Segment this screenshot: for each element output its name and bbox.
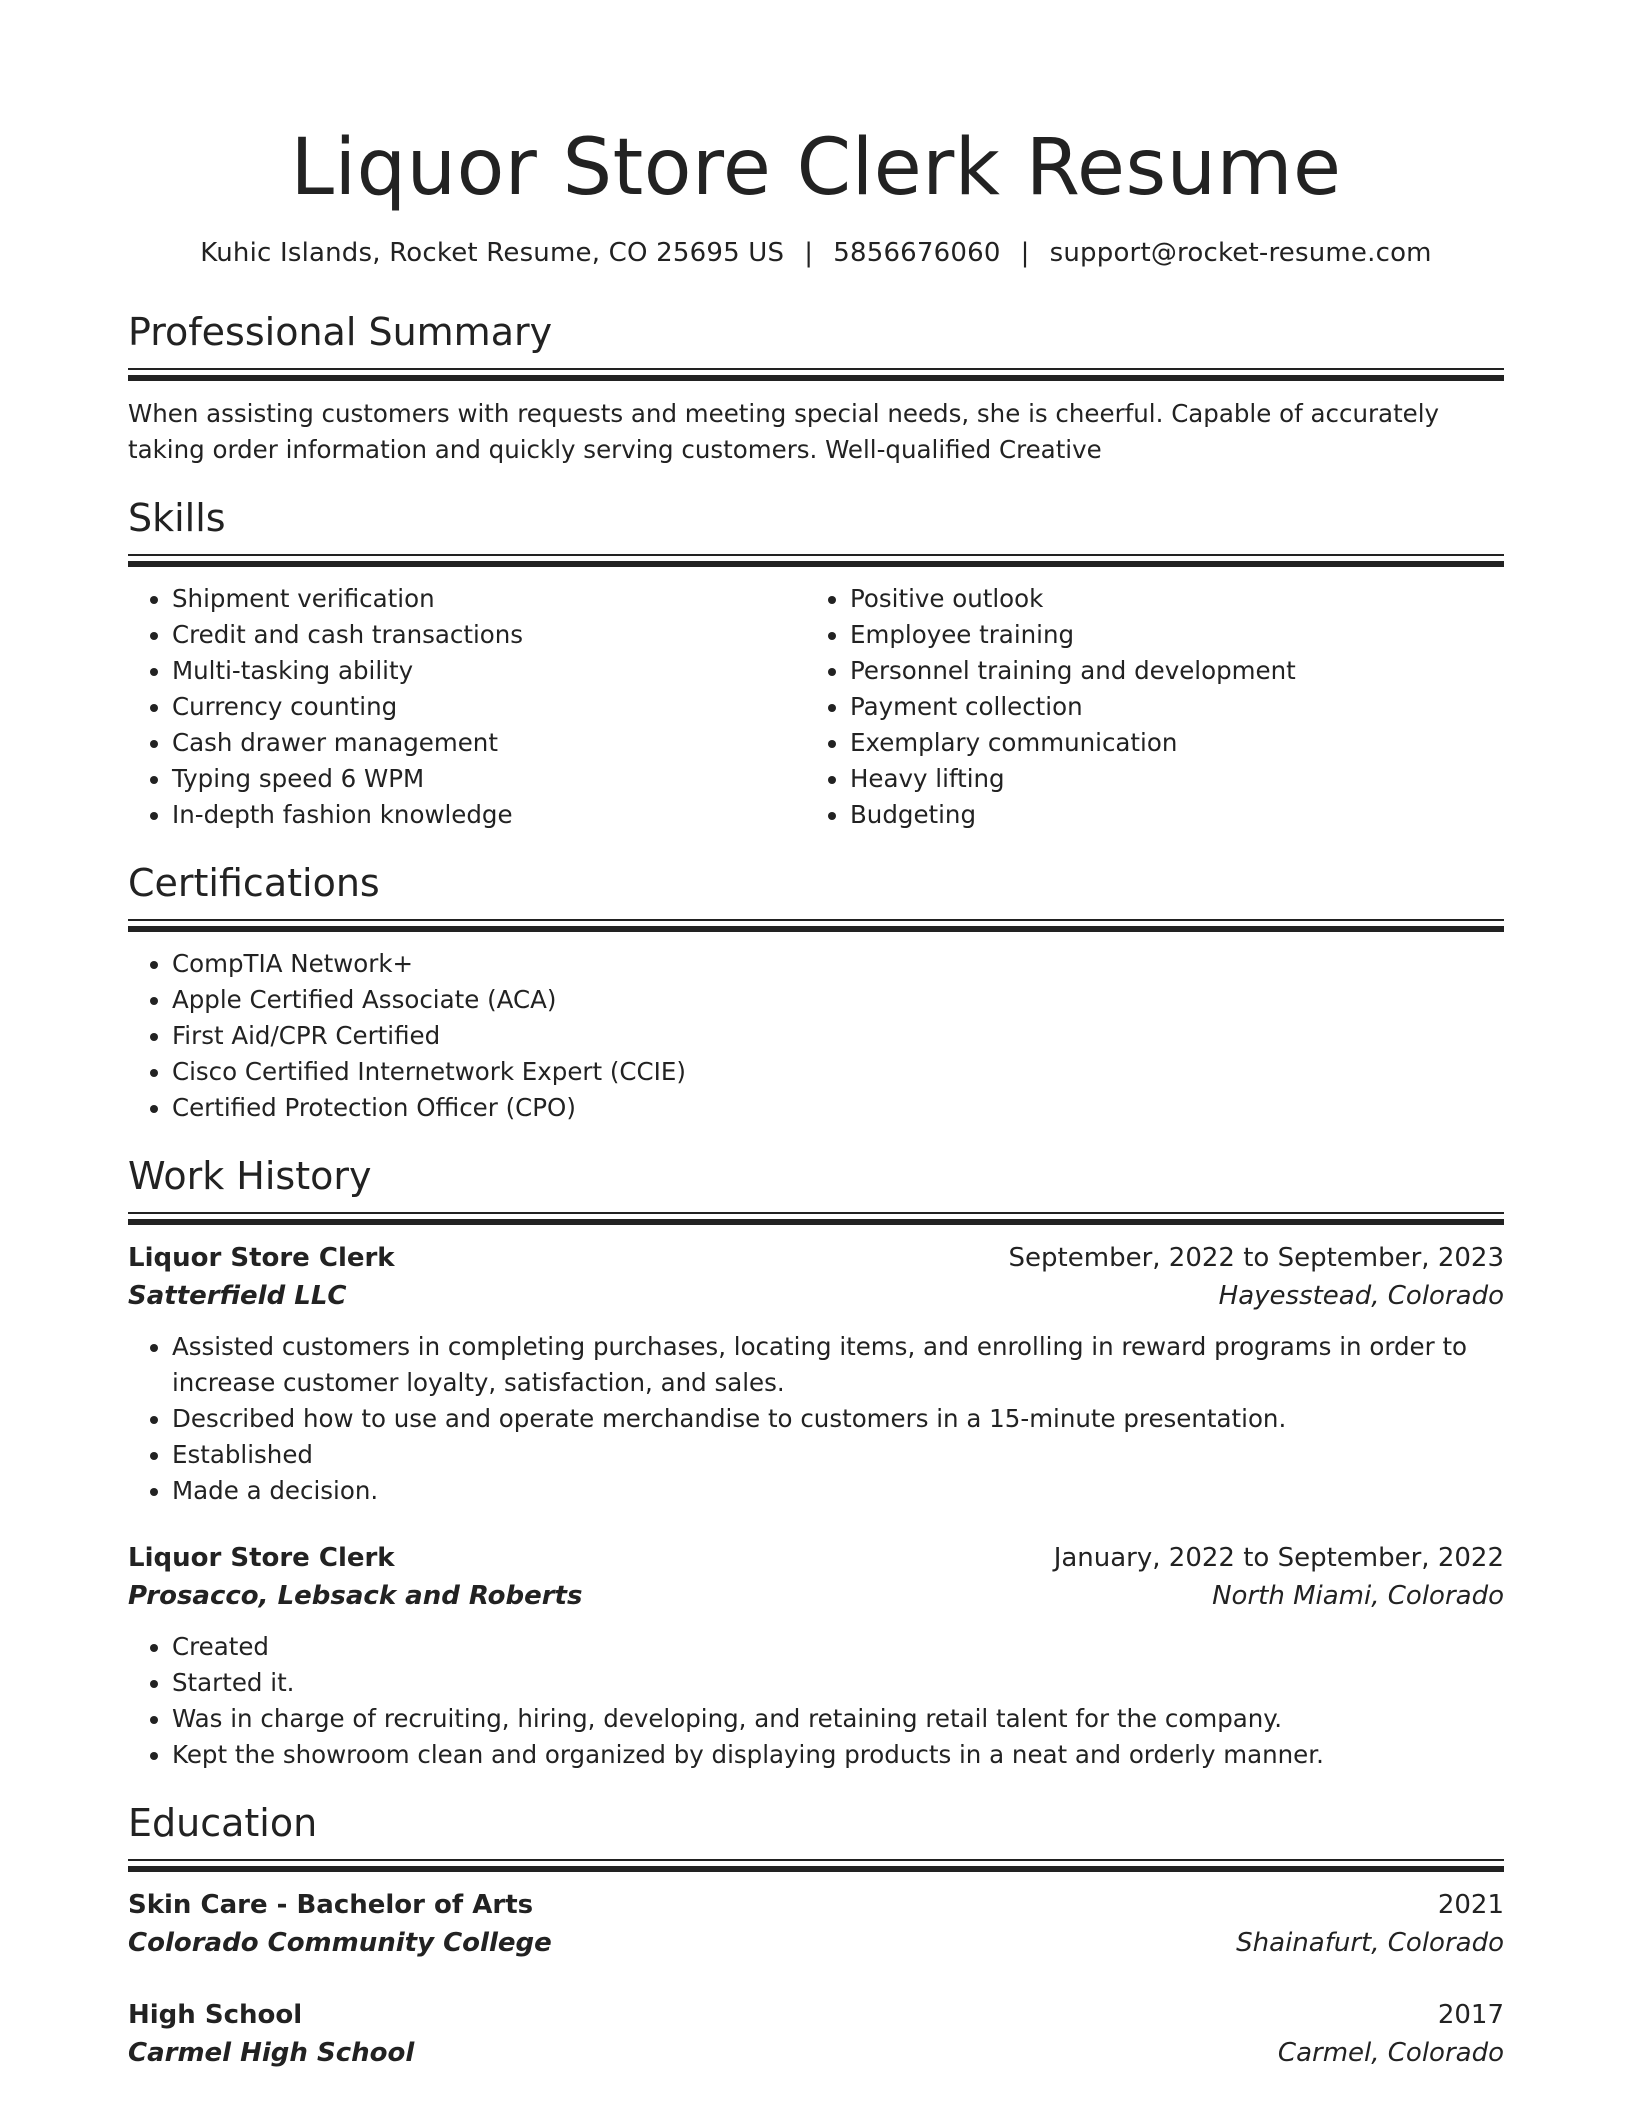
certification-item: • Cisco Certified Internetwork Expert (CCIE) [172, 1054, 1504, 1090]
skill-item: • Cash drawer management [172, 725, 806, 761]
contact-email: support@rocket-resume.com [1049, 238, 1432, 268]
section-heading: Skills [128, 496, 226, 540]
section-divider [128, 1212, 1504, 1225]
skill-item: • Personnel training and development [850, 653, 1484, 689]
skill-item: • In-depth fashion knowledge [172, 797, 806, 833]
education-school: Colorado Community College [128, 1928, 552, 1958]
section-heading: Professional Summary [128, 310, 553, 354]
job-bullet: • Kept the showroom clean and organized by displaying products in a neat and orderly manner. [172, 1737, 1504, 1773]
job-bullet: • Described how to use and operate merchandise to customers in a 15-minute presentation. [172, 1401, 1504, 1437]
education-location: Carmel, Colorado [1277, 2038, 1504, 2068]
certification-item: • Apple Certified Associate (ACA) [172, 982, 1504, 1018]
section-professional-summary [128, 308, 1504, 468]
skill-item: • Positive outlook [850, 581, 1484, 617]
job-bullet: • Created [172, 1629, 1504, 1665]
certification-item: • First Aid/CPR Certified [172, 1018, 1504, 1054]
skills-list-right [806, 581, 1484, 833]
job-entry [128, 1239, 1504, 1509]
skill-item: • Exemplary communication [850, 725, 1484, 761]
job-header [128, 1539, 1504, 1577]
skill-item: • Heavy lifting [850, 761, 1484, 797]
skill-item: • Shipment verification [172, 581, 806, 617]
contact-line [128, 236, 1504, 270]
job-company: Satterfield LLC [128, 1281, 347, 1311]
job-location: Hayesstead, Colorado [1218, 1281, 1504, 1311]
job-dates: January, 2022 to September, 2022 [1053, 1543, 1504, 1573]
contact-address: Kuhic Islands, Rocket Resume, CO 25695 US [200, 238, 785, 268]
job-subheader [128, 1577, 1504, 1615]
contact-separator: | [804, 238, 814, 268]
education-year: 2021 [1437, 1890, 1504, 1920]
skill-item: • Employee training [850, 617, 1484, 653]
skill-item: • Payment collection [850, 689, 1484, 725]
education-subheader [128, 1924, 1504, 1962]
education-degree: Skin Care - Bachelor of Arts [128, 1890, 534, 1920]
section-divider [128, 1859, 1504, 1872]
job-subheader [128, 1277, 1504, 1315]
section-heading: Education [128, 1801, 318, 1845]
education-entry [128, 1886, 1504, 1962]
education-location: Shainafurt, Colorado [1236, 1928, 1504, 1958]
skill-item: • Multi-tasking ability [172, 653, 806, 689]
job-header [128, 1239, 1504, 1277]
education-subheader [128, 2034, 1504, 2072]
job-bullet: • Was in charge of recruiting, hiring, developing, and retaining retail talent for the company. [172, 1701, 1504, 1737]
skills-list-left [128, 581, 806, 833]
education-year: 2017 [1437, 2000, 1504, 2030]
education-degree: High School [128, 2000, 303, 2030]
job-bullets [128, 1329, 1504, 1509]
education-header [128, 1886, 1504, 1924]
job-bullet: • Made a decision. [172, 1473, 1504, 1509]
education-header [128, 1996, 1504, 2034]
contact-separator: | [1020, 238, 1030, 268]
certification-item: • Certified Protection Officer (CPO) [172, 1090, 1504, 1126]
resume-title: Liquor Store Clerk Resume [290, 123, 1342, 213]
section-heading: Certifications [128, 861, 380, 905]
job-bullet: • Started it. [172, 1665, 1504, 1701]
skills-grid [128, 581, 1504, 833]
job-title: Liquor Store Clerk [128, 1543, 395, 1573]
section-skills [128, 494, 1504, 833]
education-school: Carmel High School [128, 2038, 415, 2068]
job-bullets [128, 1629, 1504, 1773]
certification-item: • CompTIA Network+ [172, 946, 1504, 982]
job-company: Prosacco, Lebsack and Roberts [128, 1581, 583, 1611]
section-heading: Work History [128, 1154, 372, 1198]
section-work-history [128, 1152, 1504, 1773]
section-divider [128, 368, 1504, 381]
job-bullet: • Assisted customers in completing purchases, locating items, and enrolling in reward programs in order to increase customer loyalty, satisfaction, and sales. [172, 1329, 1504, 1401]
job-dates: September, 2022 to September, 2023 [1008, 1243, 1504, 1273]
skill-item: • Typing speed 6 WPM [172, 761, 806, 797]
skill-item: • Budgeting [850, 797, 1484, 833]
skill-item: • Credit and cash transactions [172, 617, 806, 653]
job-entry [128, 1539, 1504, 1773]
section-certifications [128, 859, 1504, 1126]
skill-item: • Currency counting [172, 689, 806, 725]
section-divider [128, 919, 1504, 932]
section-education [128, 1799, 1504, 2072]
certifications-list [128, 946, 1504, 1126]
section-divider [128, 554, 1504, 567]
resume-page [128, 0, 1504, 2072]
job-title: Liquor Store Clerk [128, 1243, 395, 1273]
summary-text: When assisting customers with requests and meeting special needs, she is cheerful. Capable of accurately taking order information and quickly serving customers. Well-qualified Creative [128, 399, 1440, 464]
education-entry [128, 1996, 1504, 2072]
job-bullet: • Established [172, 1437, 1504, 1473]
job-location: North Miami, Colorado [1212, 1581, 1504, 1611]
contact-phone: 5856676060 [833, 238, 1001, 268]
